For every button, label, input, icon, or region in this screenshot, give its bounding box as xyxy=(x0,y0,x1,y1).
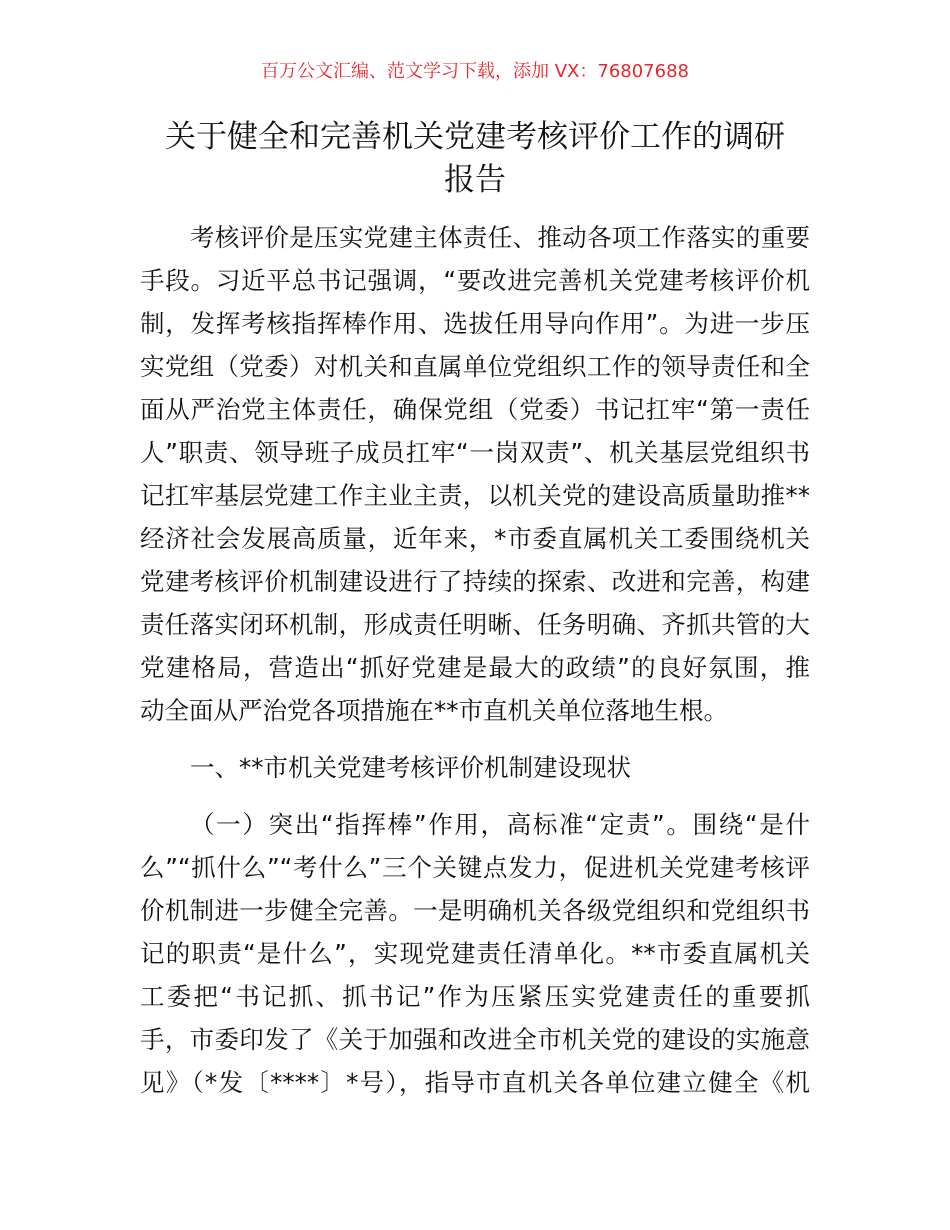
text-line: 手，市委印发了《关于加强和改进全市机关党的建设的实施意 xyxy=(140,1025,810,1054)
text-line: 制，发挥考核指挥棒作用、选拔任用导向作用”。为进一步压 xyxy=(140,309,810,338)
title-line: 关于健全和完善机关党建考核评价工作的调研 xyxy=(165,119,785,155)
paragraph-section-1 xyxy=(140,803,810,1104)
text-line: 党建考核评价机制建设进行了持续的探索、改进和完善，构建 xyxy=(140,567,810,596)
text-line: 么”“抓什么”“考什么”三个关键点发力，促进机关党建考核评 xyxy=(140,853,810,882)
text-line: 实党组（党委）对机关和直属单位党组织工作的领导责任和全 xyxy=(140,352,810,381)
paragraph-intro xyxy=(140,216,810,732)
text-line: （一）突出“指挥棒”作用，高标准“定责”。围绕“是什 xyxy=(190,810,810,839)
text-line: 记的职责“是什么”，实现党建责任清单化。**市委直属机关 xyxy=(140,939,810,968)
document-body xyxy=(140,216,810,1104)
section-heading: 一、**市机关党建考核评价机制建设现状 xyxy=(190,753,631,782)
text-line: 记扛牢基层党建工作主业主责，以机关党的建设高质量助推** xyxy=(140,481,810,510)
text-line: 见》（*发〔****〕*号），指导市直机关各单位建立健全《机 xyxy=(140,1068,810,1097)
watermark-header: 百万公文汇编、范文学习下载，添加 VX：76807688 xyxy=(261,61,689,82)
text-line: 考核评价是压实党建主体责任、推动各项工作落实的重要 xyxy=(190,223,810,252)
text-line: 经济社会发展高质量，近年来，*市委直属机关工委围绕机关 xyxy=(140,524,810,553)
text-line: 责任落实闭环机制，形成责任明晰、任务明确、齐抓共管的大 xyxy=(140,610,810,639)
text-line: 人”职责、领导班子成员扛牢“一岗双责”、机关基层党组织书 xyxy=(140,438,810,467)
text-line: 动全面从严治党各项措施在**市直机关单位落地生根。 xyxy=(140,696,728,725)
text-line: 手段。习近平总书记强调，“要改进完善机关党建考核评价机 xyxy=(140,266,810,295)
text-line: 价机制进一步健全完善。一是明确机关各级党组织和党组织书 xyxy=(140,896,810,925)
text-line: 面从严治党主体责任，确保党组（党委）书记扛牢“第一责任 xyxy=(140,395,810,424)
text-line: 工委把“书记抓、抓书记”作为压紧压实党建责任的重要抓 xyxy=(140,982,810,1011)
text-line: 党建格局，营造出“抓好党建是最大的政绩”的良好氛围，推 xyxy=(140,653,810,682)
title-line: 报告 xyxy=(444,162,506,198)
document-title xyxy=(140,116,810,202)
